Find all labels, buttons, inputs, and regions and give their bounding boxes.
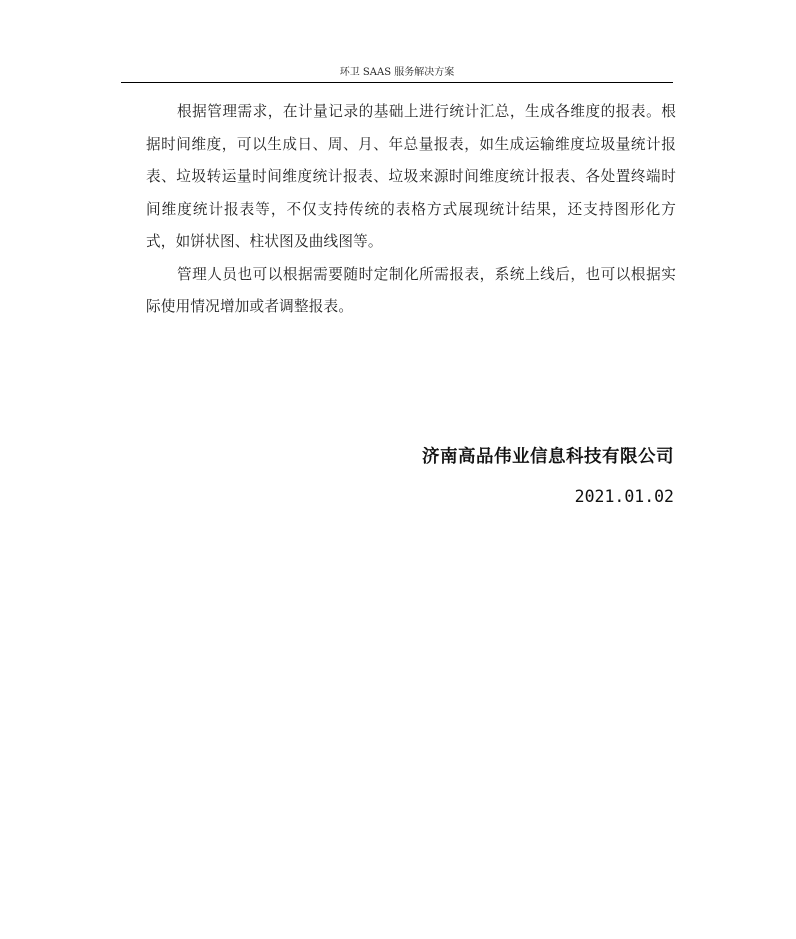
paragraph-2: 管理人员也可以根据需要随时定制化所需报表，系统上线后，也可以根据实际使用情况增加或者调整报表。: [146, 265, 676, 315]
signature-date: 2021.01.02: [574, 487, 674, 506]
header-title: 环卫 SAAS 服务解决方案: [339, 67, 455, 78]
company-name: 济南高品伟业信息科技有限公司: [422, 447, 674, 467]
body-text: [146, 96, 676, 324]
signature-block: [422, 440, 674, 510]
paragraph-1: 根据管理需求，在计量记录的基础上进行统计汇总，生成各维度的报表。根据时间维度，可以生成日、周、月、年总量报表，如生成运输维度垃圾量统计报表、垃圾转运量时间维度统计报表、垃圾来源时间维度统计报表、各处置终端时间维度统计报表等，不仅支持传统的表格方式展现统计结果，还支持图形化方式，如饼状图、柱状图及曲线图等。: [146, 103, 676, 250]
page-header: [121, 64, 673, 83]
